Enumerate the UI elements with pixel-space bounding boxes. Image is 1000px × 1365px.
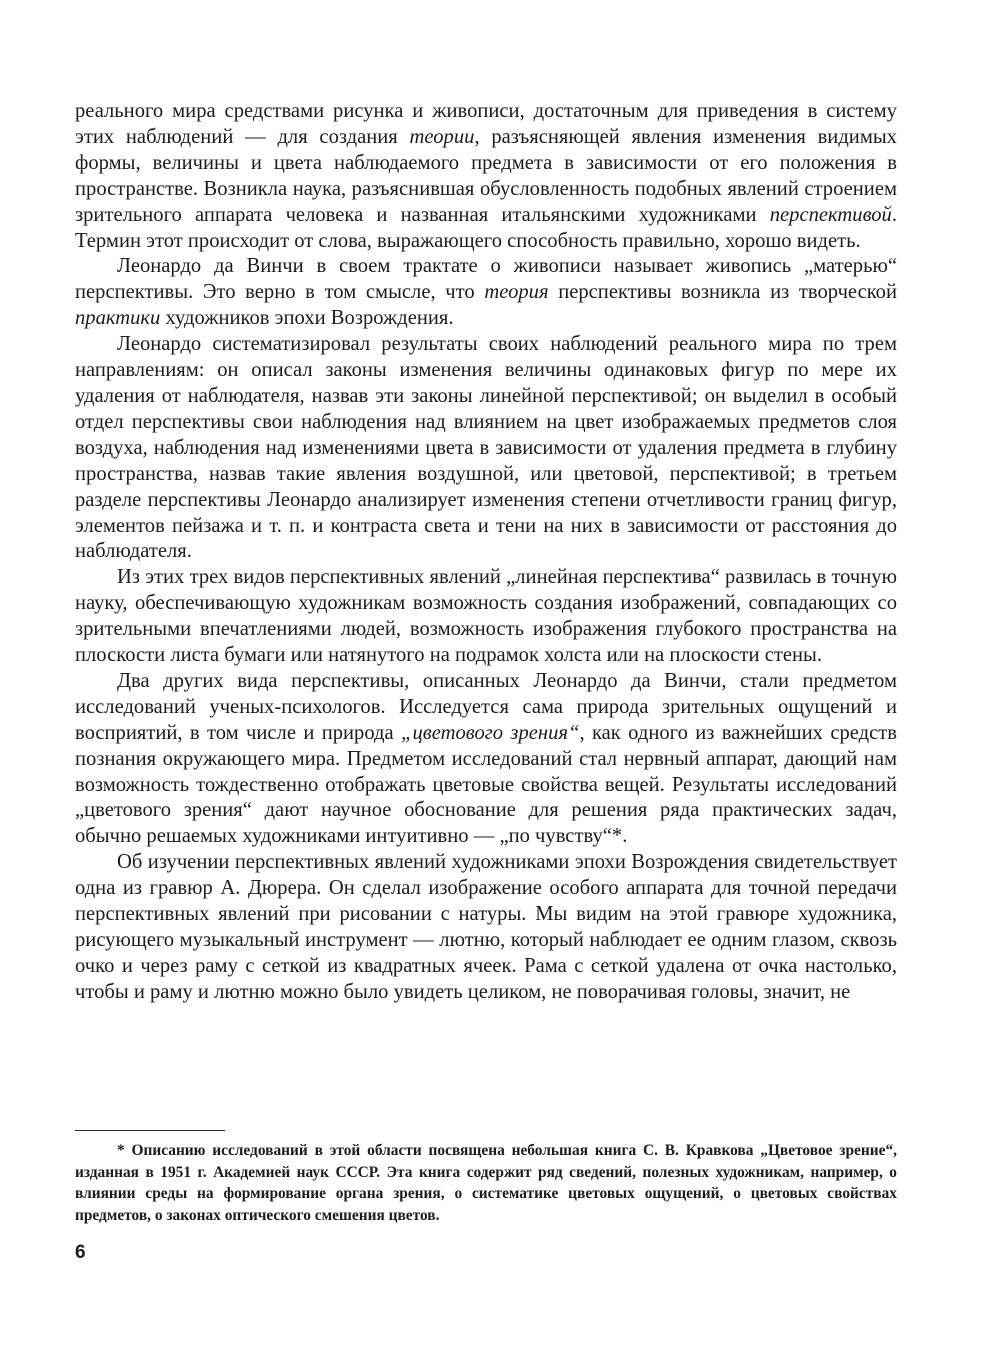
paragraph-4: Из этих трех видов перспективных явлений „линейная перспектива“ развилась в точную науку, обеспечивающую художникам возможность создания изображений, совпадающих со зрительными впечатлениями людей, возможность изображения глубокого пространства на плоскости листа бумаги или натянутого на подрамок холста или на плоскости стены. bbox=[75, 566, 897, 667]
term-theory-2: теория bbox=[484, 281, 549, 304]
footnote-divider bbox=[75, 1130, 225, 1131]
paragraph-5-text-a: Два других вида перспективы, описанных Леонардо да Винчи, стали предметом исследований ученых-психологов. Исследуется сама природа зрительных ощущений и восприятий, в том числе и природа bbox=[75, 669, 897, 744]
paragraph-2-text-a: Леонардо да Винчи в своем трактате о живописи называет живопись „матерью“ перспективы. Это верно в том смысле, что bbox=[75, 255, 897, 304]
paragraph-1-text-b: , разъясняющей явления изменения видимых формы, величины и цвета наблюдаемого предмета в зависимости от его положения в пространстве. Возникла наука, разъяснившая обусловленность подобных явлений строением зрительного аппарата человека и названная итальянскими художниками bbox=[75, 125, 897, 226]
paragraph-1 bbox=[75, 99, 897, 254]
paragraph-5 bbox=[75, 669, 897, 850]
term-perspective: перспективой bbox=[769, 203, 892, 226]
paragraph-1-text-a: реального мира средствами рисунка и живописи, достаточным для приведения в систему этих наблюдений — для создания bbox=[75, 100, 897, 148]
paragraph-1-text-c: . Термин этот происходит от слова, выражающего способность правильно, хорошо видеть. bbox=[75, 203, 897, 252]
page-number: 6 bbox=[75, 1242, 86, 1263]
main-text bbox=[75, 99, 897, 1006]
term-color-vision: „цветового зрения“ bbox=[401, 721, 580, 744]
term-theory: теории bbox=[409, 125, 475, 148]
paragraph-6: Об изучении перспективных явлений художниками эпохи Возрождения свидетельствует одна из гравюр А. Дюрера. Он сделал изображение особого аппарата для точной передачи перспективных явлений при рисовании с натуры. Мы видим на этой гравюре художника, рисующего музыкальный инструмент — лютню, который наблюдает ее одним глазом, сквозь очко и через раму с сеткой из квадратных ячеек. Рама с сеткой удалена от очка настолько, чтобы и раму и лютню можно было увидеть целиком, не поворачивая головы, значит, не bbox=[75, 851, 897, 1003]
paragraph-2-text-b: перспективы возникла из творческой bbox=[548, 281, 897, 304]
paragraph-5-text-b: , как одного из важнейших средств познания окружающего мира. Предметом исследований стал нервный аппарат, дающий нам возможность тождественно отображать цветовые свойства вещей. Результаты исследований „цветового зрения“ дают научное обоснование для решения ряда практических задач, обычно решаемых художниками интуитивно — „по чувству“*. bbox=[75, 721, 897, 848]
paragraph-2-text-c: художников эпохи Возрождения. bbox=[160, 307, 454, 330]
paragraph-2 bbox=[75, 254, 897, 332]
footnote: * Описанию исследований в этой области посвящена небольшая книга С. В. Кравкова „Цветовое зрение“, изданная в 1951 г. Академией наук СССР. Эта книга содержит ряд сведений, полезных художникам, например, о влиянии среды на формирование органа зрения, о систематике цветовых ощущений, о цветовых свойствах предметов, о законах оптического смешения цветов. bbox=[75, 1142, 897, 1225]
term-practice: практики bbox=[75, 307, 161, 330]
paragraph-3: Леонардо систематизировал результаты своих наблюдений реального мира по трем направлениям: он описал законы изменения величины одинаковых фигур по мере их удаления от наблюдателя, назвав эти законы линейной перспективой; он выделил в особый отдел перспективы свои наблюдения над влиянием на цвет изображаемых предметов слоя воздуха, наблюдения над изменениями цвета в зависимости от удаления предмета в глубину пространства, назвав такие явления воздушной, или цветовой, перспективой; в третьем разделе перспективы Леонардо анализирует изменения степени отчетливости границ фигур, элементов пейзажа и т. п. и контраста света и тени на них в зависимости от расстояния до наблюдателя. bbox=[75, 333, 897, 563]
